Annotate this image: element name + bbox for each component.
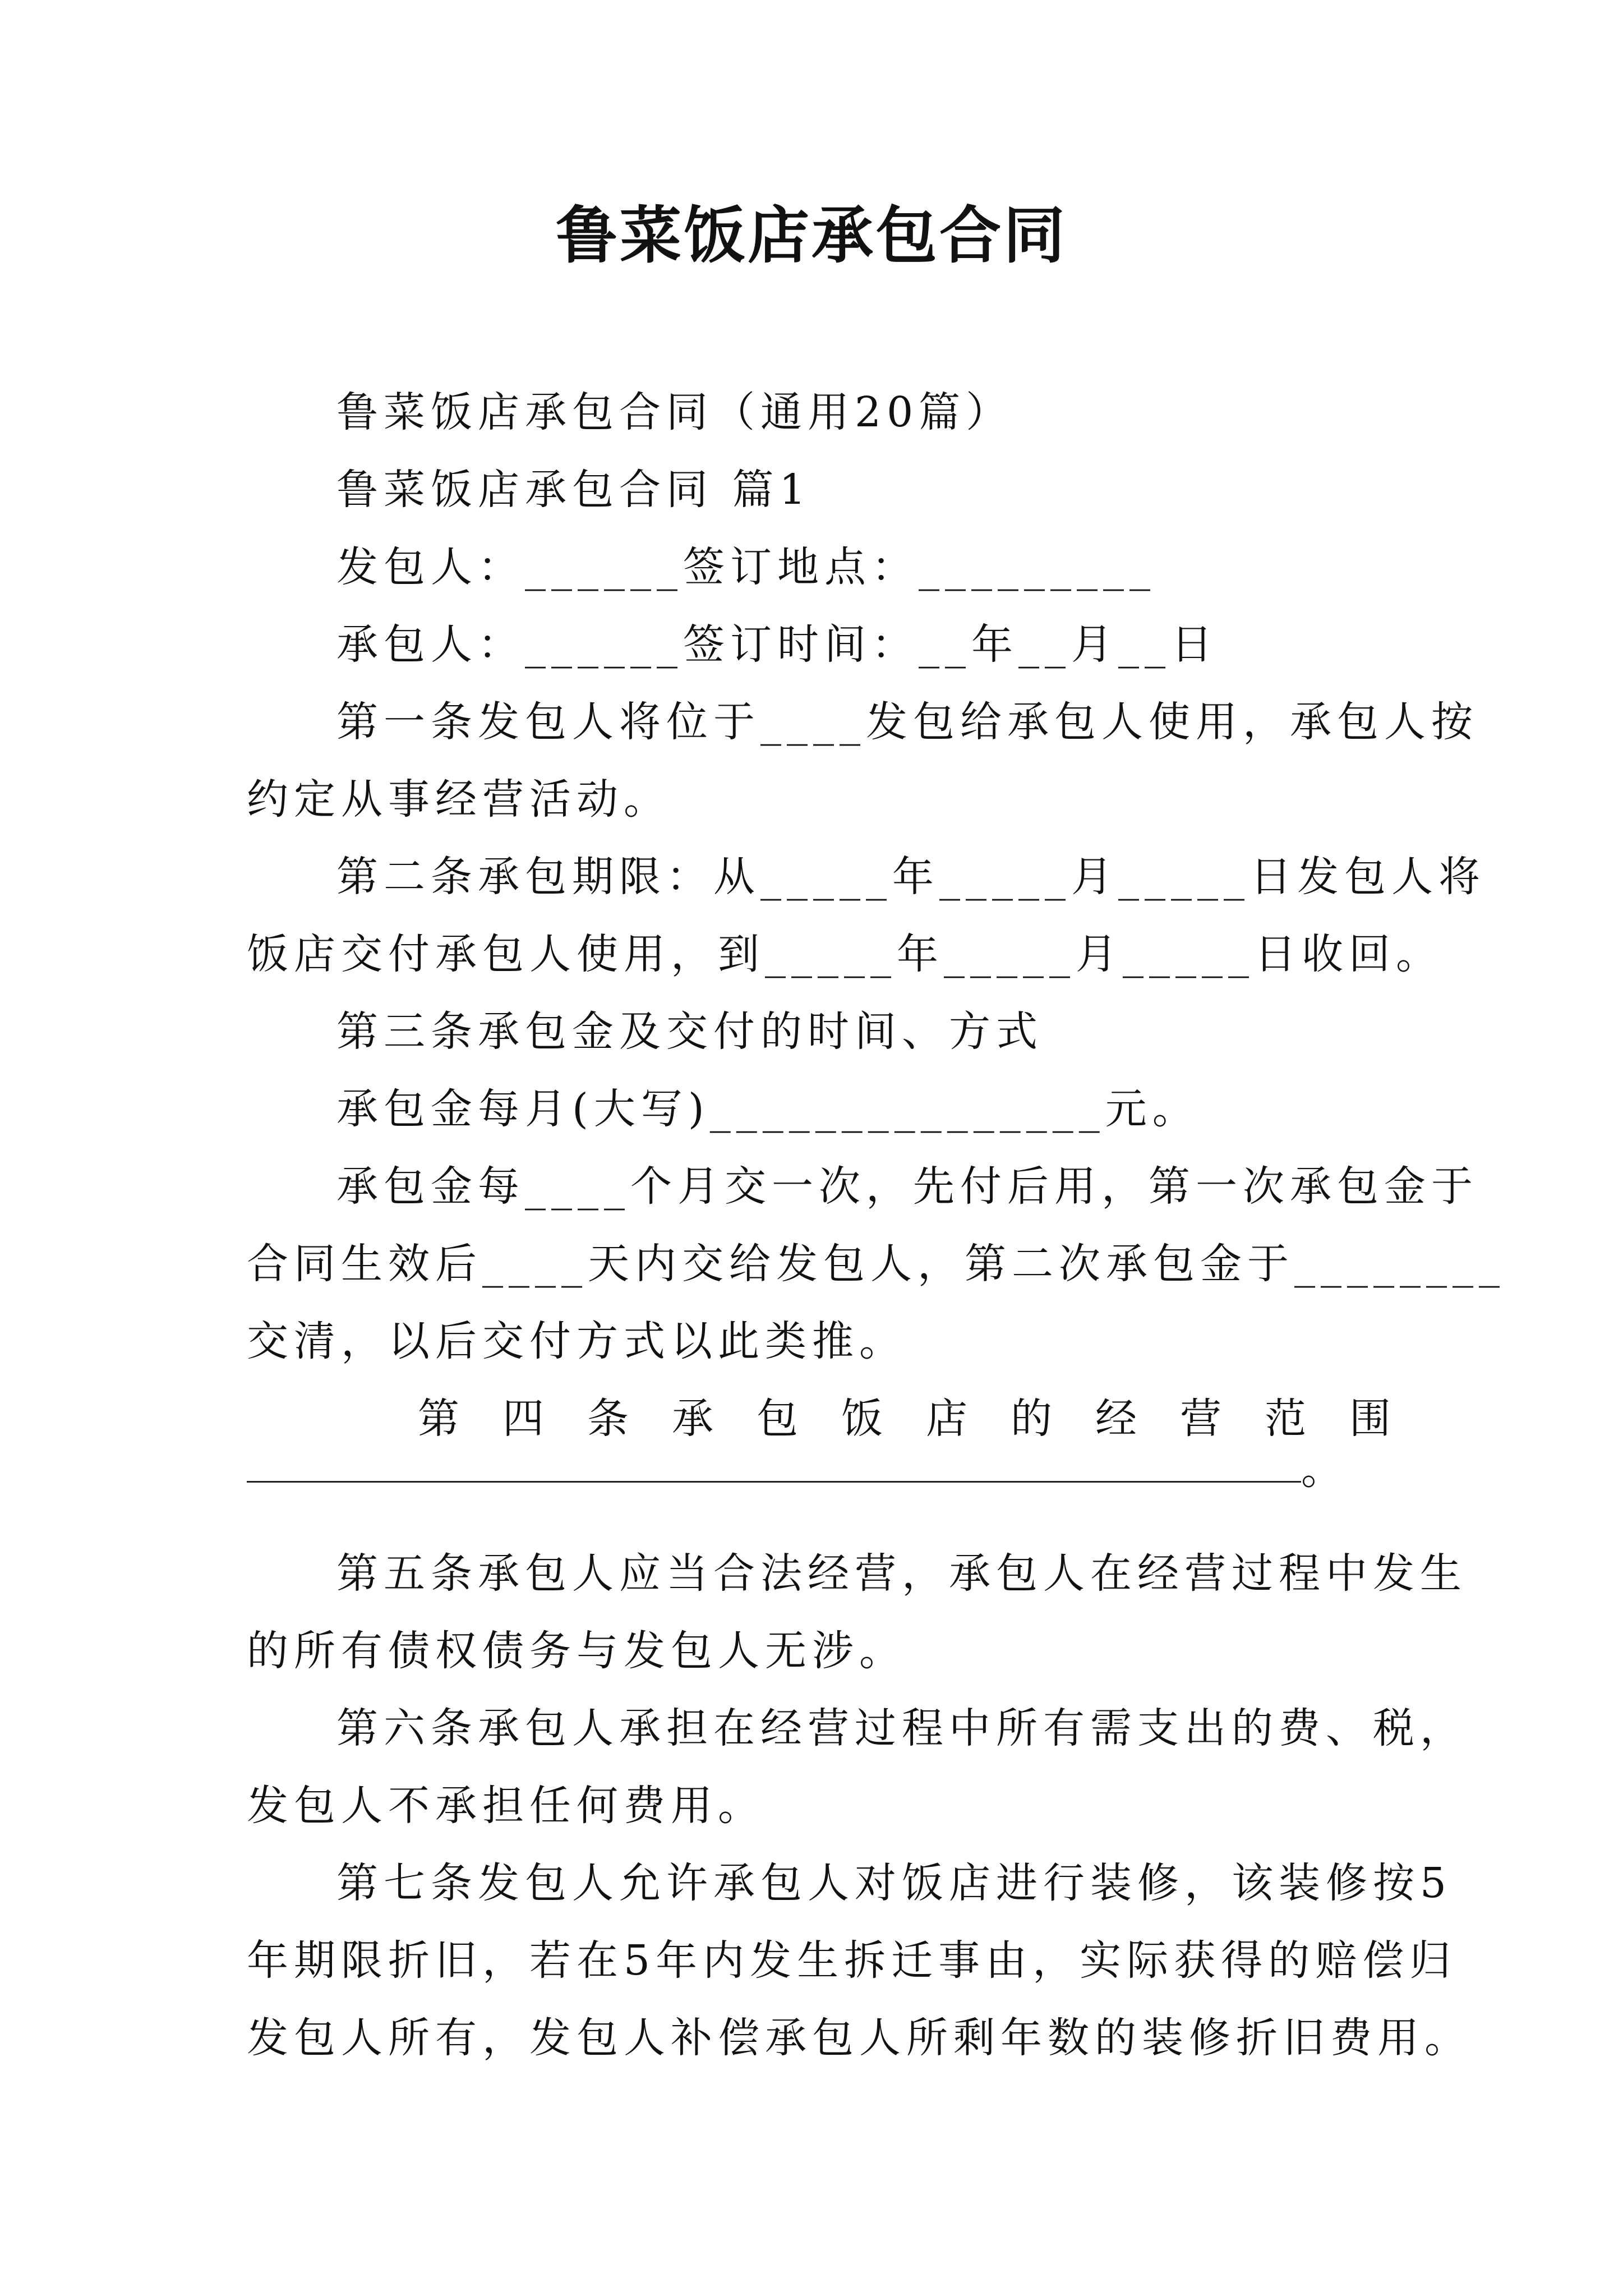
doc-subtitle: 鲁菜饭店承包合同（通用20篇） <box>336 388 1013 436</box>
article-7-line-2: 年期限折旧，若在5年内发生拆迁事由，实际获得的赔偿归 <box>247 1936 1457 1985</box>
article-3-line-1: 承包金每____个月交一次，先付后用，第一次承包金于 <box>336 1162 1478 1211</box>
article-4-char: 经 <box>1095 1395 1137 1443</box>
article-4-char: 营 <box>1180 1395 1221 1443</box>
article-4-char: 包 <box>757 1395 798 1443</box>
article-3-heading: 第三条承包金及交付的时间、方式 <box>336 1007 1043 1056</box>
article-5-line-1: 第五条承包人应当合法经营，承包人在经营过程中发生 <box>336 1549 1467 1598</box>
article-3-line-2: 合同生效后____天内交给发包人，第二次承包金于________ <box>247 1240 1505 1288</box>
article-3-line-3: 交清，以后交付方式以此类推。 <box>247 1317 906 1365</box>
document-title: 鲁菜饭店承包合同 <box>556 199 1067 272</box>
article-4-char: 第 <box>418 1395 459 1443</box>
article-6-line-1: 第六条承包人承担在经营过程中所有需支出的费、税， <box>336 1704 1467 1752</box>
article-2-line-2: 饭店交付承包人使用，到_____年_____月_____日收回。 <box>247 930 1443 978</box>
article-4-char: 店 <box>926 1395 967 1443</box>
article-7-line-3: 发包人所有，发包人补偿承包人所剩年数的装修折旧费用。 <box>247 2014 1472 2062</box>
article-1-line-1: 第一条发包人将位于____发包给承包人使用，承包人按 <box>336 698 1478 746</box>
article-4-char: 范 <box>1265 1395 1306 1443</box>
article-4-char: 条 <box>587 1395 629 1443</box>
article-3-amount: 承包金每月(大写)_______________元。 <box>336 1085 1200 1133</box>
article-4-char: 的 <box>1011 1395 1052 1443</box>
article-4-heading <box>418 1393 1391 1444</box>
article-4-blank-rule <box>247 1481 1301 1483</box>
section-heading: 鲁菜饭店承包合同 篇1 <box>336 466 811 514</box>
article-1-line-2: 约定从事经营活动。 <box>247 775 671 823</box>
party-b-line: 承包人：______签订时间：__年__月__日 <box>336 620 1218 669</box>
article-4-char: 承 <box>672 1395 713 1443</box>
article-4-period: 。 <box>1301 1446 1343 1494</box>
article-2-line-1: 第二条承包期限：从_____年_____月_____日发包人将 <box>336 853 1486 901</box>
article-5-line-2: 的所有债权债务与发包人无涉。 <box>247 1627 906 1675</box>
article-4-char: 围 <box>1349 1395 1391 1443</box>
article-7-line-1: 第七条发包人允许承包人对饭店进行装修，该装修按5 <box>336 1859 1453 1907</box>
party-a-line: 发包人：______签订地点：_________ <box>336 543 1156 591</box>
article-4-char: 四 <box>502 1395 544 1443</box>
article-6-line-2: 发包人不承担任何费用。 <box>247 1782 765 1830</box>
article-4-char: 饭 <box>841 1395 883 1443</box>
